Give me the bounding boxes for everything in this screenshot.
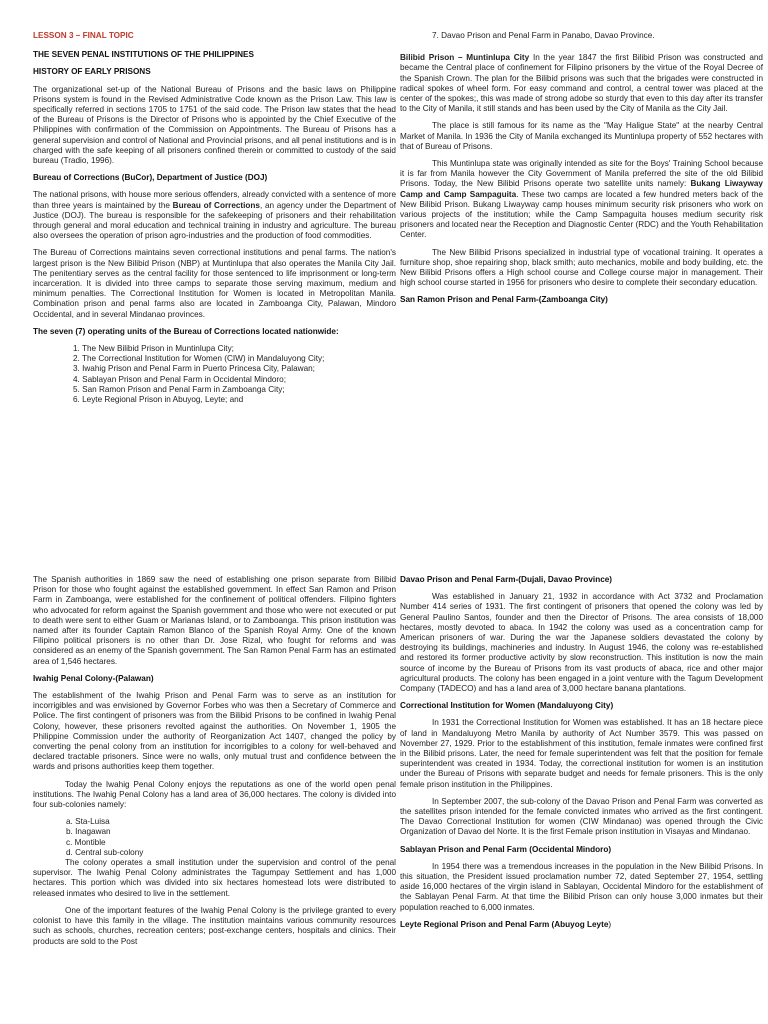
list-item: 1. The New Bilibid Prison in Muntinlupa City; [73, 344, 234, 354]
iwahig-today-paragraph: Today the Iwahig Penal Colony enjoys the reputations as one of the world open penal institutions. The Iwahig Penal Colony has a land area of 36,000 hectares. The colony is divided into four sub-colonies namely: [33, 779, 396, 810]
right-bottom-column [400, 575, 763, 937]
davao-heading: Davao Prison and Penal Farm-(Dujali, Davao Province) [400, 575, 613, 584]
list-item: 3. Iwahig Prison and Penal Farm in Puerto Princesa City, Palawan; [73, 364, 315, 374]
ciw-heading: Correctional Institution for Women (Mandaluyong City) [400, 701, 614, 711]
bucor-facilities-paragraph: The Bureau of Corrections maintains seven correctional institutions and penal farms. The nation's largest prison is the New Bilibid Prison (NBP) at Muntinlupa that also operates the Manila City Jail. The penitentiary serves as the central facility for those sentenced to life imprisonment or long-term incarceration. It is divided into three camps to separate those serving maximum, medium and minimum penalties. The Correctional Institution for Women is located in Metropolitan Manila. Combination prison and penal farms also are located in Zamboanga City, Palawan, Mindoro Occidental, and in several Mindanao provinces. [33, 248, 396, 319]
leyte-heading: Leyte Regional Prison and Penal Farm (Abuyog Leyte) [400, 919, 612, 929]
left-bottom-column [33, 575, 396, 954]
sub-colonies-list [33, 817, 396, 858]
haligue-paragraph: The place is still famous for its name as the "May Haligue State" at the nearby Central Market of Manila. In 1936 the City of Manila exchanged its Muntinlupa property of 552 hectares with that of Bureau of Prisons. [400, 121, 763, 151]
colony-features-paragraph: One of the important features of the Iwahig Penal Colony is the privilege granted to every colonist to have this family in the village. The institution maintains various community resources such as schools, churches, recreation centers; post-exchange centers, hospitals and clinics. Their products are sold to the Post [33, 905, 396, 946]
san-ramon-heading: San Ramon Prison and Penal Farm-(Zamboanga City) [400, 295, 608, 305]
iwahig-paragraph: The establishment of the Iwahig Prison and Penal Farm was to serve as an institution for incorrigibles and was envisioned by Governor Forbes who was then a Secretary of Commerce and Police. The first contingent of prisoners was from the Bilibid Prisons to be confined in Iwahig Penal Colony, however, these prisoners revolted against the authorities. On November 1, 1905 the Philippine Commission under the authority of Reorganization Act 1407, changed the policy by converting the penal colony from an institution for incorrigibles to a colony for well-behaved and declared tractable prisoners. Since were no walls, only mutual trust and confidence between the wards and prisons authorities keep them together. [33, 691, 396, 772]
iwahig-heading: Iwahig Penal Colony-(Palawan) [33, 673, 154, 683]
sablayan-heading: Sablayan Prison and Penal Farm (Occidental Mindoro) [400, 844, 612, 854]
history-paragraph: The organizational set-up of the National Bureau of Prisons and the basic laws on Philippine Prisons system is found in the Revised Administrative Code known as the Prison Law. This law is specifically referred in sections 1705 to 1751 of the said code. The Prison law states that the head of the Bureau of Prisons is the Director of Prisons who is appointed by the Chief Executive of the Philippines with confirmation of the Commission on Appointments. The Bureau of Prisons has a general supervision and control of National and Provincial prisons, and all penal institutions and is in charged with the safe keeping of all prisoners confined therein or committed to custody of the said bureau (Tradio, 1996). [33, 84, 396, 166]
list-item: c. Montible [66, 837, 106, 847]
bilibid-lead: Bilibid Prison – Muntinlupa City [400, 53, 530, 63]
list-item: 5. San Ramon Prison and Penal Farm in Zamboanga City; [73, 384, 285, 394]
list-item: d. Central sub-colony [66, 847, 144, 857]
satellite-camps-bold: Bukang Liwayway Camp and Camp Sampaguita [400, 179, 763, 199]
bucor-heading: Bureau of Corrections (BuCor), Department of Justice (DOJ) [33, 173, 268, 183]
san-ramon-paragraph: The Spanish authorities in 1869 saw the need of establishing one prison separate from Bilibid Prison for those who fought against the established government. In effect San Ramon and Prison Farm in Zamboanga, were established for the confinement of political offenders. Filipino fighters who advocated for reform against the Spanish government and those who were not executed or put to death were sent to either Guam or Marianas Island, or to Zamboanga. This prison institution was named after its founder Captain Ramon Blanco of the Spanish Royal Army. One of the known Filipino political prisoners is no other than Dr. Jose Rizal, who fought for reforms and was considered as an enemy of the Spanish government. The San Ramon Penal Farm has an estimated area of 1,546 hectares. [33, 575, 396, 666]
right-top-column [400, 31, 763, 313]
ciw-paragraph: In 1931 the Correctional Institution for Women was established. It has an 18 hectare piece of land in Mandaluyong Metro Manila by authority of Act Number 3579. This was passed on November 27, 1929. Prior to the establishment of this institution, female inmates were confined first in the Bilibid prisons. Later, the need for female superintendent was felt that the position for female superintendent was created in 1934. Today, the correctional institution for women is an institution under the Bureau of Prisons with separate budget and needs for female prisoners. This is the only female prison institution in the Philippines. [400, 718, 763, 789]
operating-units-list [33, 344, 396, 405]
document-title: THE SEVEN PENAL INSTITUTIONS OF THE PHILIPPINES [33, 50, 254, 60]
list-item: 6. Leyte Regional Prison in Abuyog, Leyte; and [73, 395, 244, 405]
list-item: 4. Sablayan Prison and Penal Farm in Occidental Mindoro; [73, 374, 286, 384]
list-item: b. Inagawan [66, 827, 111, 837]
davao-paragraph: Was established in January 21, 1932 in accordance with Act 3732 and Proclamation Number 414 series of 1931. The first contingent of prisoners that opened the colony was led by General Paulino Santos, founder and then the Director of Prisons. The area consists of 18,000 hectares, mostly devoted to abaca. In 1942 the colony was used as a concentration camp for American prisoners of war. During the war the Japanese soldiers devastated the colony by destroying its buildings, machineries and industry. In August 1946, the colony was re-established and restored its former productive activity by slow reconstruction. This institution is now the main source of income by the Bureau of Prisons from its vast products of abaca, rice and other major agricultural products. The colony has been engaged in a joint venture with the Tagum Development Company (TADECO) and has a land area of 3,000 hectare banana plantations. [400, 592, 763, 694]
left-top-column [33, 31, 396, 411]
lesson-label: LESSON 3 – FINAL TOPIC [33, 31, 134, 40]
bilibid-paragraph: Bilibid Prison – Muntinlupa City In the year 1847 the first Bilibid Prison was constructed and became the Central place of confinement for Filipino prisoners by the virtue of the Royal Decree of the Spanish Crown. The plan for the Bilibid prisons was such that the brigades were constructed in radical spokes of wheel form. For easy command and control, a central tower was placed at the center of the spokes;, this was made of strong adobe so sturdy that even to this day after its transfer to the City of Manila, it still stands and has been used by the City of Manila as the City Jail. [400, 53, 763, 114]
sablayan-paragraph: In 1954 there was a tremendous increases in the population in the New Bilibid Prisons. In this situation, the President issued proclamation number 72, dated September 27, 1954, settling aside 16,000 hectares of the virgin island in Sablayan, Occidental Mindoro for the establishment of the Sablayan Penal Farm. At that time the Bilibid Prison can only house 3,000 inmates but their population reached to 6,000 inmates. [400, 861, 763, 912]
ciw-mindanao-paragraph: In September 2007, the sub-colony of the Davao Prison and Penal Farm was converted as the satellites prison intended for the female convicted inmates who arrived as the first contingent. The Davao Correctional Institution for women (CIW Mindanao) was opened through the Civic Organization of Davao del Norte. It is the first Female prison institution in Visayas and Mindanao. [400, 796, 763, 837]
list-item: a. Sta-Luisa [66, 817, 110, 827]
list-item: 2. The Correctional Institution for Women (CIW) in Mandaluyong City; [73, 354, 325, 364]
muntinlupa-state-paragraph: This Muntinlupa state was originally intended as site for the Boys' Training School because it is far from Manila however the City Government of Manila preferred the site of the old Bilibid Prisons. Today, the New Bilibid Prisons operate two satellite units namely: Bukang Liwayway Camp and Camp Sampaguita. These two camps are located a few hundred meters back of the New Bilibid Prison. Bukang Liwayway camp houses minimum security risk prisoners who work on various projects of the institution; while the Camp Sampaguita houses medium security risk prisoners and located near the Reception and Diagnostic Center (RDC) and the Youth Rehabilitation Center. [400, 159, 763, 240]
vocational-paragraph: The New Bilibid Prisons specialized in industrial type of vocational training. It operates a furniture shop, shoe repairing shop, black smith; auto mechanics, mobile and body building, etc. the New Bilibid Prisons offers a High school course and College course major in management. Their high school course started in 1956 for prisoners who desire to complete their secondary education. [400, 247, 763, 288]
bucor-paragraph: The national prisons, with house more serious offenders, already convicted with a sentence of more than three years is maintained by the Bureau of Corrections, an agency under the Department of Justice (DOJ). The bureau is responsible for the safekeeping of prisoners and their rehabilitation through general and moral education and technical training in industry and agriculture. The bureau also oversees the operation of prison agro-industries and the production of food commodities. [33, 190, 397, 241]
colony-operations-paragraph: The colony operates a small institution under the supervision and control of the penal supervisor. The Iwahig Penal Colony administrates the Tagumpay Settlement and has 1,000 hectares. This portion which was divided into six hectares homestead lots were distributed to released inmates who desired to live in the settlement. [33, 858, 396, 898]
operating-unit-7: 7. Davao Prison and Penal Farm in Panabo, Davao Province. [432, 31, 655, 40]
history-heading: HISTORY OF EARLY PRISONS [33, 67, 151, 77]
bucor-bold-term: Bureau of Corrections [172, 200, 260, 210]
operating-units-heading: The seven (7) operating units of the Bureau of Corrections located nationwide: [33, 326, 339, 336]
